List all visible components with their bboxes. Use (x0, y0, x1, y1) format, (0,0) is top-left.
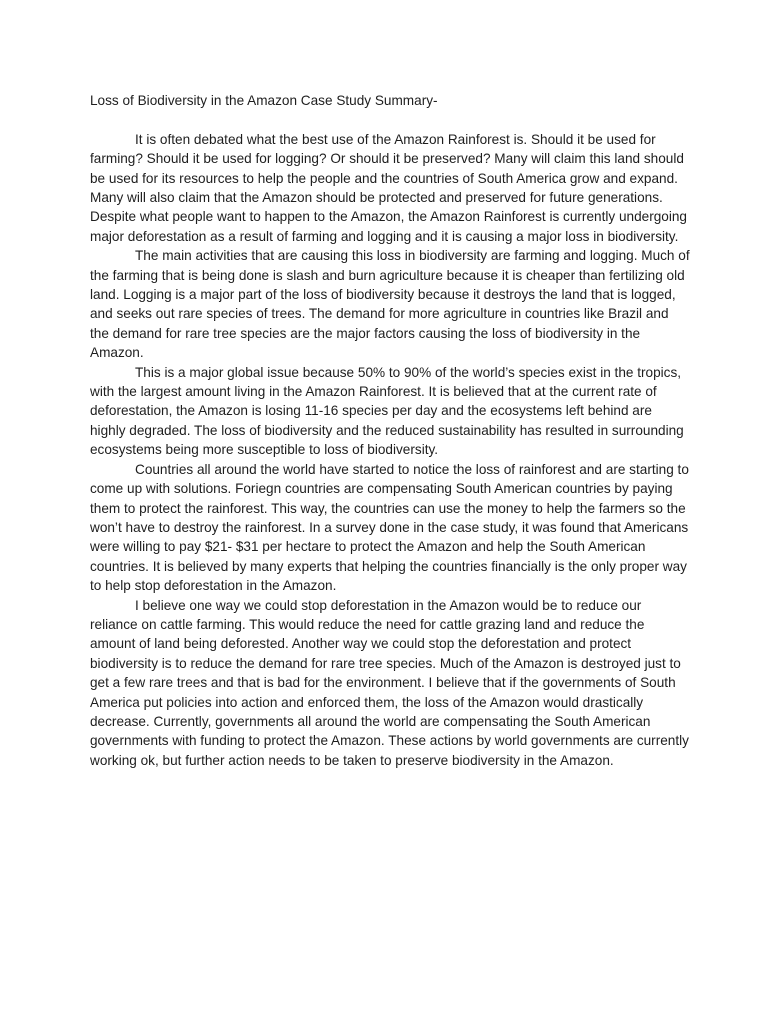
paragraph-1: It is often debated what the best use of the Amazon Rainforest is. Should it be used for farming? Should it be used for logging? Or should it be preserved? Many will claim this land should be used for its resources to help the people and the countries of South America grow and expand. Many will also claim that the Amazon should be protected and preserved for future generations. Despite what people want to happen to the Amazon, the Amazon Rainforest is currently undergoing major deforestation as a result of farming and logging and it is causing a major loss in biodiversity. (90, 131, 687, 244)
document-title: Loss of Biodiversity in the Amazon Case Study Summary- (90, 93, 438, 108)
paragraph-3: This is a major global issue because 50% to 90% of the world’s species exist in the tropics, with the largest amount living in the Amazon Rainforest. It is believed that at the current rate of deforestation, the Amazon is losing 11-16 species per day and the ecosystems left behind are highly degraded. The loss of biodiversity and the reduced sustainability has resulted in surrounding ecosystems being more susceptible to loss of biodiversity. (90, 364, 684, 458)
document-body (90, 91, 690, 770)
paragraph-5: I believe one way we could stop deforestation in the Amazon would be to reduce our reliance on cattle farming. This would reduce the need for cattle grazing land and reduce the amount of land being deforested. Another way we could stop the deforestation and protect biodiversity is to reduce the demand for rare tree species. Much of the Amazon is destroyed just to get a few rare trees and that is bad for the environment. I believe that if the governments of South America put policies into action and enforced them, the loss of the Amazon would drastically decrease. Currently, governments all around the world are compensating the South American governments with funding to protect the Amazon. These actions by world governments are currently working ok, but further action needs to be taken to preserve biodiversity in the Amazon. (90, 597, 689, 768)
paragraph-2: The main activities that are causing this loss in biodiversity are farming and logging. Much of the farming that is being done is slash and burn agriculture because it is cheaper than fertilizing old land. Logging is a major part of the loss of biodiversity because it destroys the land that is logged, and seeks out rare species of trees. The demand for more agriculture in countries like Brazil and the demand for rare tree species are the major factors causing the loss of biodiversity in the Amazon. (90, 248, 690, 361)
paragraph-4: Countries all around the world have started to notice the loss of rainforest and are starting to come up with solutions. Foriegn countries are compensating South American countries by paying them to protect the rainforest. This way, the countries can use the money to help the farmers so the won’t have to destroy the rainforest. In a survey done in the case study, it was found that Americans were willing to pay $21- $31 per hectare to protect the Amazon and help the South American countries. It is believed by many experts that helping the countries financially is the only proper way to help stop deforestation in the Amazon. (90, 461, 689, 594)
